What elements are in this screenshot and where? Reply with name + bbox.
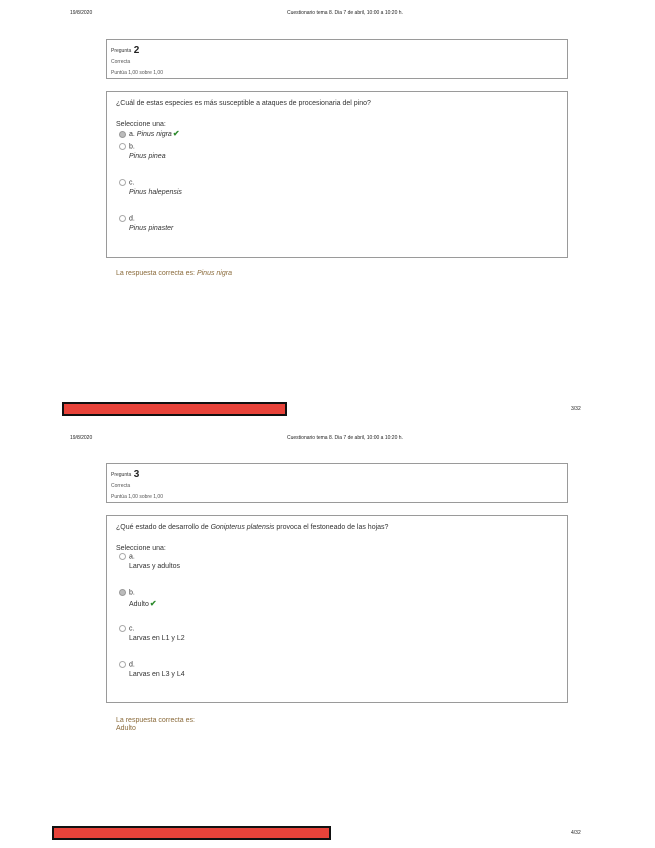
option-letter: a. <box>129 131 135 138</box>
radio-icon[interactable] <box>119 625 126 632</box>
redaction-bar <box>52 826 331 840</box>
radio-icon[interactable] <box>119 553 126 560</box>
option-a[interactable] <box>119 553 180 570</box>
check-icon: ✔ <box>172 129 180 138</box>
page-number: 4/32 <box>571 830 581 836</box>
question-state: Correcta <box>111 59 131 65</box>
option-answer-wrap <box>129 599 157 608</box>
option-letter: a. <box>129 553 135 561</box>
check-icon: ✔ <box>149 599 157 608</box>
question-grade: Puntúa 1,00 sobre 1,00 <box>111 70 163 76</box>
question-label: Pregunta <box>111 48 132 54</box>
question-state: Correcta <box>111 483 131 489</box>
question-box-2 <box>106 91 568 258</box>
correct-answer-feedback <box>116 717 195 732</box>
question-text: ¿Cuál de estas especies es más susceptible a ataques de procesionaria del pino? <box>116 100 371 107</box>
print-date: 19/8/2020 <box>70 435 93 441</box>
radio-icon[interactable] <box>119 179 126 186</box>
option-answer: Pinus halepensis <box>129 189 182 196</box>
option-a[interactable] <box>119 129 180 138</box>
question-grade: Puntúa 1,00 sobre 1,00 <box>111 494 163 500</box>
option-answer: Pinus nigra <box>136 131 172 138</box>
feedback-answer: Adulto <box>116 725 136 732</box>
correct-answer-feedback <box>116 270 232 277</box>
radio-icon[interactable] <box>119 143 126 150</box>
option-answer: Pinus pinaster <box>129 225 174 232</box>
question-species: Gonipterus platensis <box>210 524 275 531</box>
radio-icon[interactable] <box>119 215 126 222</box>
option-letter: c. <box>129 625 135 633</box>
option-d[interactable] <box>119 215 174 232</box>
option-b[interactable] <box>119 589 157 608</box>
question-number <box>111 45 139 56</box>
option-d[interactable] <box>119 661 185 678</box>
option-answer: Pinus pinea <box>129 153 166 160</box>
question-number-value: 3 <box>133 469 140 480</box>
option-c[interactable] <box>119 625 185 642</box>
feedback-label: La respuesta correcta es: <box>116 270 195 277</box>
option-answer: Larvas en L3 y L4 <box>129 671 185 678</box>
question-info-3 <box>106 463 568 503</box>
option-b[interactable] <box>119 143 166 160</box>
option-letter: c. <box>129 179 135 187</box>
question-box-3 <box>106 515 568 703</box>
question-text-part: provoca el festoneado de las hojas? <box>276 524 389 531</box>
question-text-part: ¿Qué estado de desarrollo de <box>116 524 209 531</box>
option-letter: b. <box>129 143 135 151</box>
radio-icon[interactable] <box>119 661 126 668</box>
question-number <box>111 469 139 480</box>
radio-selected-icon[interactable] <box>119 131 126 138</box>
feedback-label: La respuesta correcta es: <box>116 717 195 724</box>
question-info-2 <box>106 39 568 79</box>
select-label: Seleccione una: <box>116 121 166 128</box>
redaction-bar <box>62 402 287 416</box>
option-c[interactable] <box>119 179 182 196</box>
option-letter: d. <box>129 215 135 223</box>
print-title: Cuestionario tema 8. Dia 7 de abril, 10:00 a 10:20 h. <box>287 435 403 441</box>
question-text <box>116 524 388 531</box>
radio-selected-icon[interactable] <box>119 589 126 596</box>
option-answer: Larvas en L1 y L2 <box>129 635 185 642</box>
option-letter: b. <box>129 589 135 597</box>
option-answer: Adulto <box>129 601 149 608</box>
option-letter: d. <box>129 661 135 669</box>
feedback-answer: Pinus nigra <box>196 270 232 277</box>
page-number: 3/32 <box>571 406 581 412</box>
print-title: Cuestionario tema 8. Dia 7 de abril, 10:00 a 10:20 h. <box>287 10 403 16</box>
print-date: 19/8/2020 <box>70 10 93 16</box>
select-label: Seleccione una: <box>116 545 166 552</box>
question-label: Pregunta <box>111 472 132 478</box>
option-answer: Larvas y adultos <box>129 563 180 570</box>
question-number-value: 2 <box>133 45 140 56</box>
